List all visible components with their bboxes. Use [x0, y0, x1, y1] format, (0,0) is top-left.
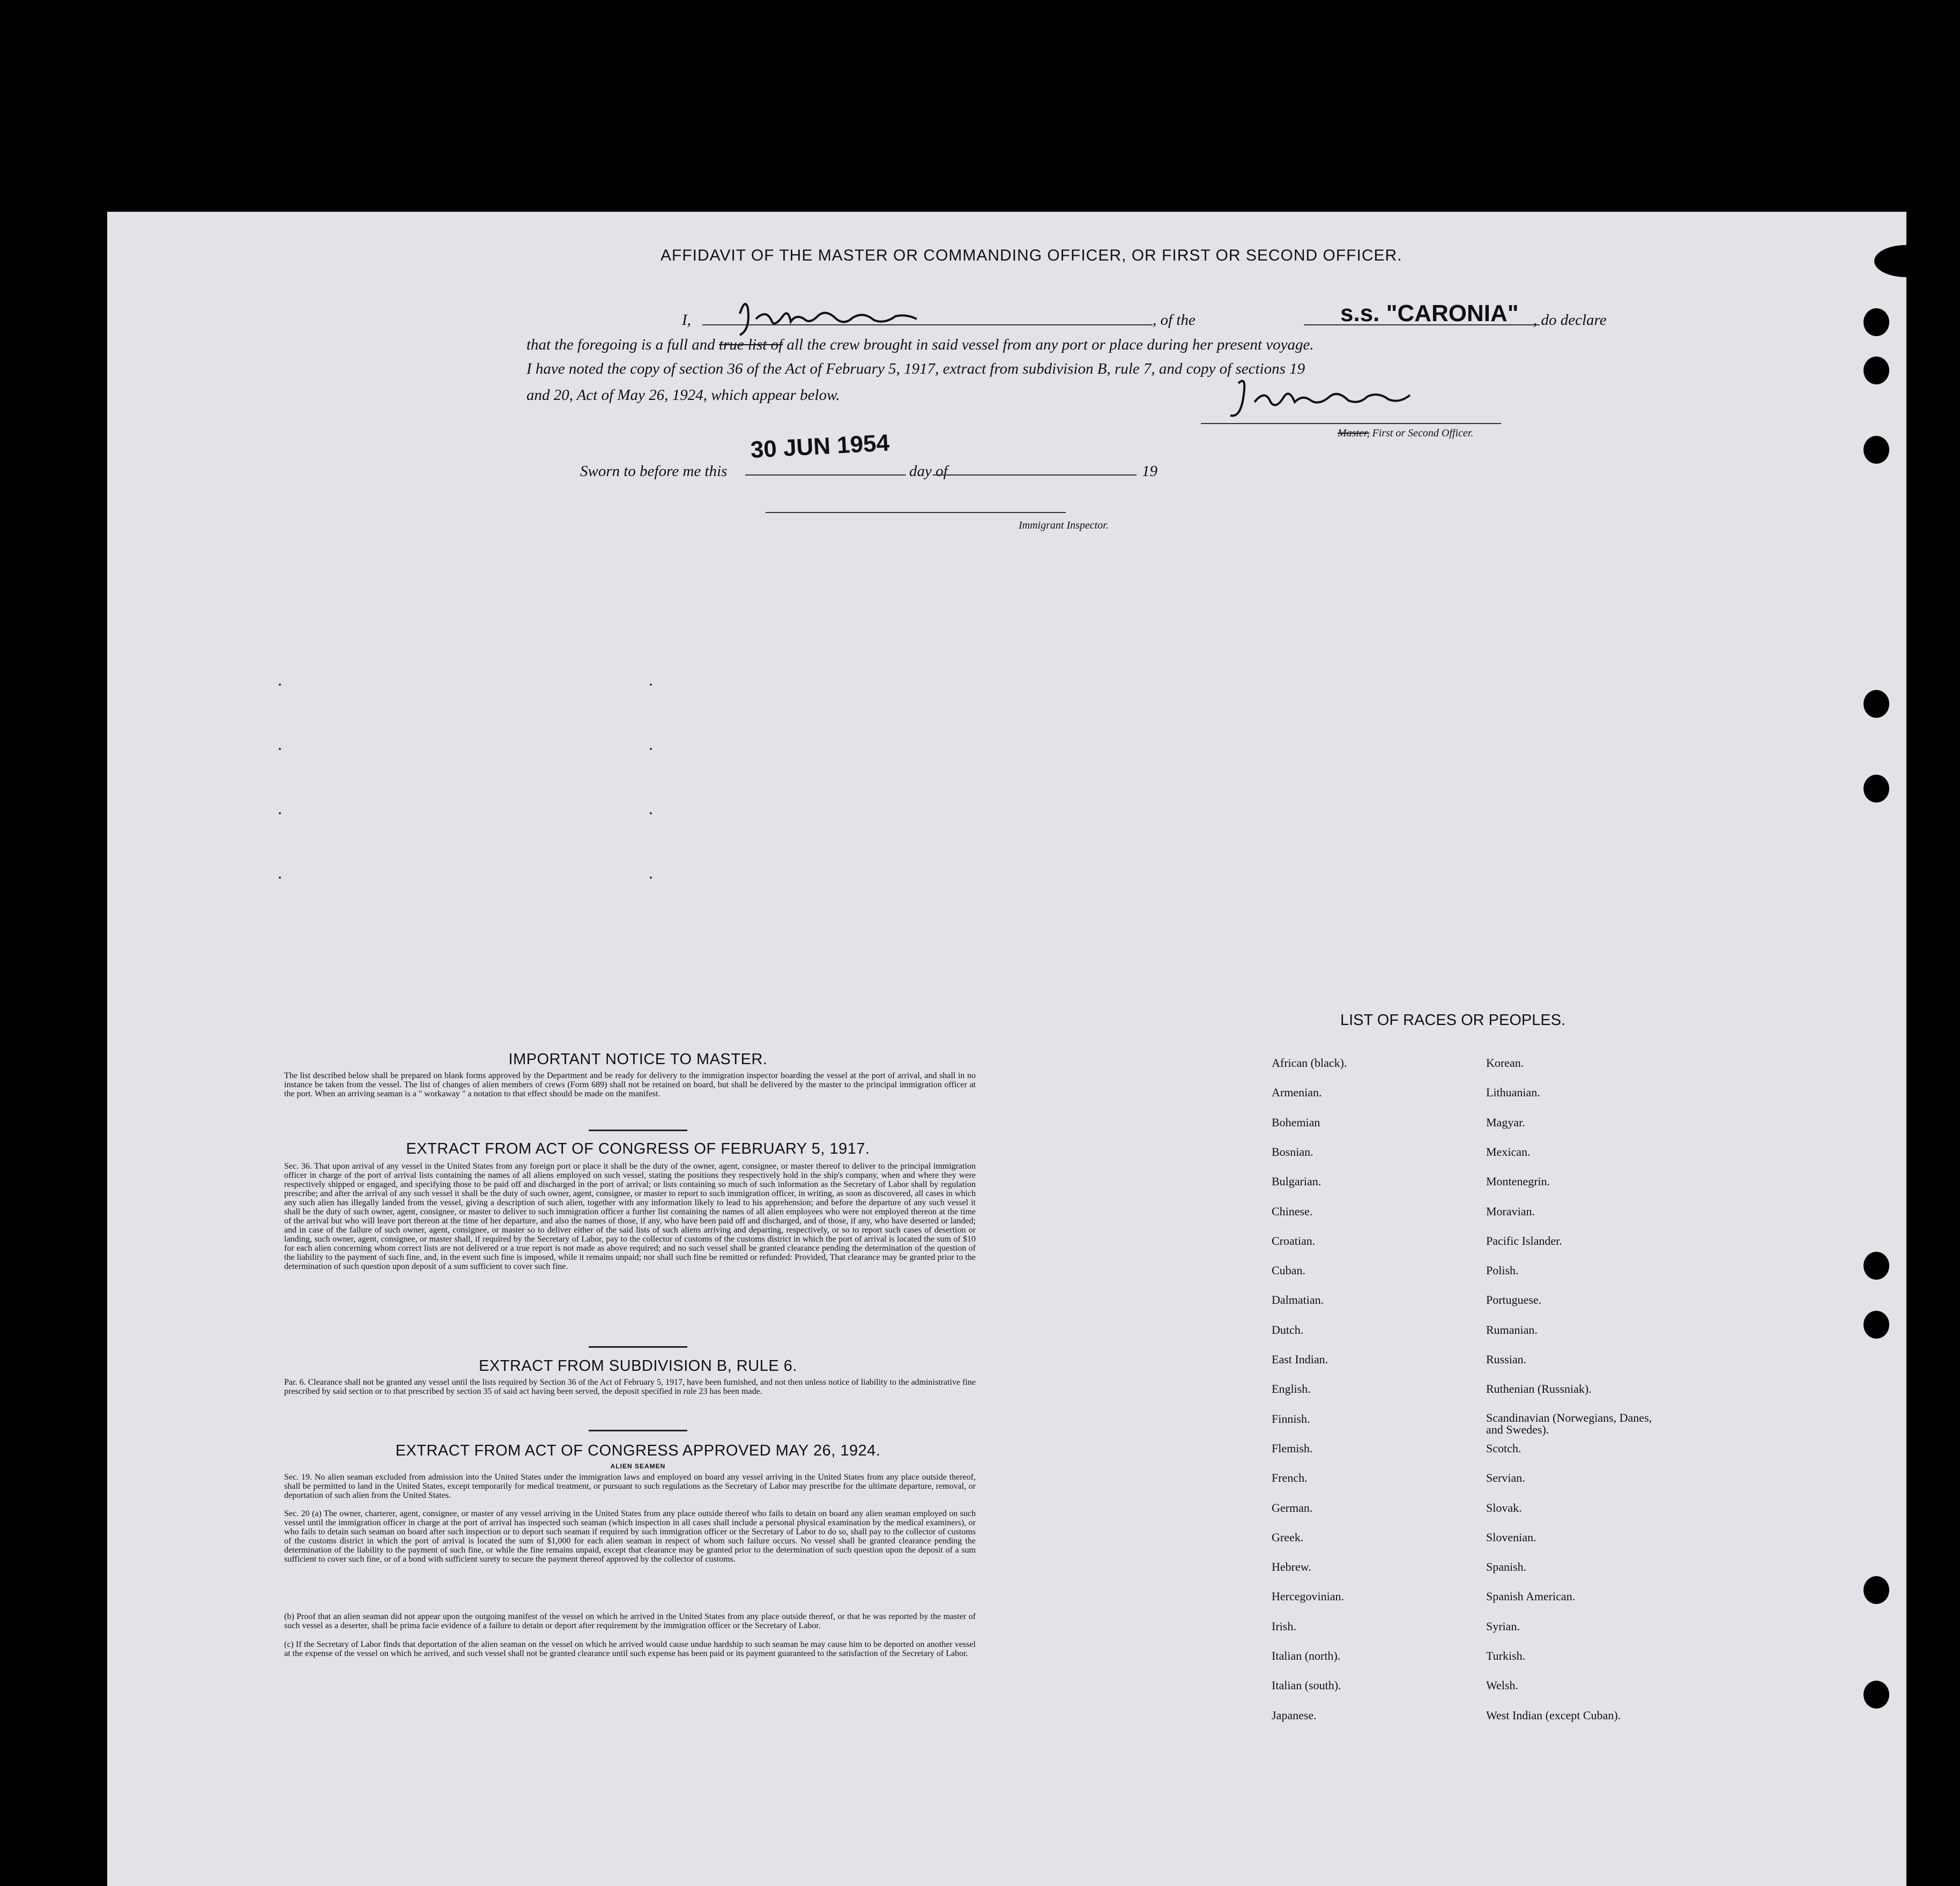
- punch-hole: [1864, 775, 1889, 803]
- races-title: LIST OF RACES OR PEOPLES.: [1340, 1012, 1566, 1029]
- officer-signature: [1222, 373, 1447, 421]
- struck-master: Master,: [1338, 427, 1370, 439]
- race-item: Lithuanian.: [1486, 1086, 1540, 1100]
- race-item: Spanish.: [1486, 1560, 1527, 1574]
- race-item: Montenegrin.: [1486, 1175, 1550, 1189]
- inspector-signature-line: [766, 512, 1066, 513]
- race-item: English.: [1272, 1382, 1311, 1396]
- notice-title: IMPORTANT NOTICE TO MASTER.: [508, 1051, 768, 1068]
- race-item: Bohemian: [1272, 1115, 1320, 1129]
- race-item: East Indian.: [1272, 1353, 1328, 1366]
- margin-dot: [279, 877, 281, 879]
- margin-dot: [650, 812, 652, 814]
- race-item: Armenian.: [1272, 1086, 1322, 1100]
- race-item: French.: [1272, 1471, 1308, 1485]
- race-item: African (black).: [1272, 1056, 1347, 1070]
- ship-blank: [1304, 324, 1540, 325]
- race-item: Portuguese.: [1486, 1293, 1542, 1307]
- race-item: Italian (north).: [1272, 1649, 1341, 1662]
- race-item: Greek.: [1272, 1530, 1304, 1544]
- margin-dot: [650, 748, 652, 750]
- do-declare-label: , do declare: [1533, 311, 1607, 329]
- punch-hole: [1864, 436, 1889, 464]
- section-divider: [589, 1346, 687, 1348]
- race-item: Dalmatian.: [1272, 1293, 1324, 1307]
- race-item: Bosnian.: [1272, 1145, 1313, 1159]
- punch-hole: [1864, 1681, 1889, 1709]
- race-item: Russian.: [1486, 1353, 1527, 1366]
- margin-dot: [279, 812, 281, 814]
- race-item: Welsh.: [1486, 1679, 1518, 1692]
- race-item: Croatian.: [1272, 1234, 1316, 1248]
- date-stamp: 30 JUN 1954: [749, 429, 890, 463]
- race-item: Finnish.: [1272, 1412, 1310, 1425]
- race-item: Spanish American.: [1486, 1590, 1576, 1603]
- race-item: Italian (south).: [1272, 1679, 1341, 1692]
- notice-text: The list described below shall be prepared on blank forms approved by the Department and be ready for delivery to the immigration inspector boarding the vessel at the port of arrival, and shall in no instance be taken from the vessel. The list of changes of alien members of crews (Form 689) shall not be retained on board, but shall be delivered by the master to the principal immigration officer at the port. When an arriving seaman is a " workaway " a notation to that effect should be made on the manifest.: [284, 1071, 976, 1098]
- extract-1924-sec20c: (c) If the Secretary of Labor finds that deportation of the alien seaman on the vessel on which he arrived would cause undue hardship to such seaman he may cause him to be deported on another vessel at the expense of the vessel on which he arrived, and such vessel shall not be granted clearance until such expense has been paid or its payment guaranteed to the satisfaction of the Secretary of Labor.: [284, 1640, 976, 1658]
- document-page: [107, 212, 1906, 1886]
- punch-hole: [1864, 308, 1889, 336]
- year-prefix: 19: [1142, 463, 1157, 480]
- of-the-label: , of the: [1153, 311, 1196, 329]
- race-item: Ruthenian (Russniak).: [1486, 1382, 1592, 1396]
- declaration-line-2: [526, 336, 1314, 354]
- extract-1917-text: Sec. 36. That upon arrival of any vessel in the United States from any foreign port or place it shall be the duty of the owner, agent, consignee, or master thereof to deliver to the principal immigration officer in charge of the port of arrival lists containing the names of all aliens employed on such vessel, stating the positions they respectively hold in the ship's company, when and where they were respectively shipped or engaged, and specifying those to be paid off and discharged in the port of arrival; or lists containing so much of such information as the Secretary of Labor shall by regulation prescribe; and after the arrival of any such vessel it shall be the duty of such owner, agent, consignee, or master to report to such immigration officer, in writing, as soon as discovered, all cases in which any such alien has illegally landed from the vessel, giving a description of such alien, together with any information likely to lead to his apprehension; and before the departure of any such vessel it shall be the duty of such owner, agent, consignee, or master to deliver to such immigration officer a further list containing the names of all alien employees who were not employed thereon at the time of the arrival but who will leave port thereon at the time of her departure, and also the names of those, if any, who have been paid off and discharged, and of those, if any, who have deserted or landed; and in case of the failure of such owner, agent, consignee, or master so to deliver either of the said lists of such aliens arriving and departing, respectively, or so to report such cases of desertion or landing, such owner, agent, consignee, or master shall, if required by the Secretary of Labor, pay to the collector of customs of the customs district in which the port of arrival is located the sum of $10 for each alien concerning whom correct lists are not delivered or a true report is not made as above required; and no such vessel shall be granted clearance pending the determination of the question of the liability to the payment of such fine, and, in the event such fine is imposed, while it remains unpaid; nor shall such fine be remitted or refunded: Provided, That clearance may be granted prior to the determination of such question upon deposit of a sum sufficient to cover such fine.: [284, 1162, 976, 1271]
- margin-dot: [650, 684, 652, 686]
- extract-1924-sec20a: Sec. 20 (a) The owner, charterer, agent, consignee, or master of any vessel arriving in the United States from any place outside thereof who fails to detain on board any alien seaman employed on such vessel until the immigration officer in charge at the port of arrival has inspected such seaman (which inspection in all cases shall include a personal physical examination by the medical examiners), or who fails to detain such seaman on board after such inspection or to deport such seaman if required by such immigration officer or the Secretary of Labor to do so, shall pay to the collector of customs of the customs district in which the port of arrival is located the sum of $1,000 for each alien seaman in respect of whom such failure occurs. No vessel shall be granted clearance pending the determination of the liability to the payment of such fine, or while the fine remains unpaid, except that clearance may be granted prior to the determination of such question upon the deposit of a sum sufficient to cover such fine, or of a bond with sufficient surety to secure the payment thereof approved by the collector of customs.: [284, 1509, 976, 1564]
- declaration-line-2b: all the crew brought in said vessel from any port or place during her present voyage.: [786, 336, 1314, 353]
- extract-rule6-title: EXTRACT FROM SUBDIVISION B, RULE 6.: [479, 1357, 797, 1375]
- race-item: Cuban.: [1272, 1264, 1305, 1278]
- race-item: Pacific Islander.: [1486, 1234, 1562, 1248]
- race-item: Rumanian.: [1486, 1323, 1538, 1336]
- race-item: Syrian.: [1486, 1619, 1520, 1633]
- punch-hole: [1864, 1576, 1889, 1604]
- extract-1924-sec20b: (b) Proof that an alien seaman did not appear upon the outgoing manifest of the vessel on which he arrived in the United States from any place outside thereof, or that he was reported by the master of such vessel as a deserter, shall be prima facie evidence of a failure to detain or deport after requirement by the immigration officer or the Secretary of Labor.: [284, 1612, 976, 1630]
- ship-name: s.s. "CARONIA": [1340, 300, 1519, 326]
- extract-1924-sec19: Sec. 19. No alien seaman excluded from admission into the United States under the immigration laws and employed on board any vessel arriving in the United States from any place outside thereof, shall be permitted to land in the United States, except temporarily for medical treatment, or pursuant to such regulations as the Secretary of Labor may prescribe for the ultimate departure, removal, or deportation of such alien from the United States.: [284, 1473, 976, 1500]
- officer-caption-text: First or Second Officer.: [1372, 427, 1474, 439]
- sworn-label: Sworn to before me this: [580, 463, 727, 480]
- section-divider: [589, 1430, 687, 1431]
- race-item: Flemish.: [1272, 1441, 1313, 1455]
- officer-signature-line: [1201, 423, 1501, 424]
- race-item: Hebrew.: [1272, 1560, 1311, 1574]
- race-item: Irish.: [1272, 1619, 1296, 1633]
- race-item: West Indian (except Cuban).: [1486, 1708, 1621, 1722]
- race-item: Turkish.: [1486, 1649, 1526, 1662]
- extract-rule6-text: Par. 6. Clearance shall not be granted any vessel until the lists required by Section 36 of the Act of February 5, 1917, have been furnished, and not then unless notice of liability to the administrative fine prescribed by said section or to that prescribed by section 35 of said act having been served, the deposit specified in rule 23 has been made.: [284, 1378, 976, 1396]
- margin-dot: [279, 684, 281, 686]
- race-item: Slovenian.: [1486, 1530, 1536, 1544]
- race-item: Chinese.: [1272, 1204, 1313, 1218]
- affidavit-title: AFFIDAVIT OF THE MASTER OR COMMANDING OFFICER, OR FIRST OR SECOND OFFICER.: [660, 247, 1402, 264]
- declaration-line-3: I have noted the copy of section 36 of the Act of February 5, 1917, extract from subdivision B, rule 7, and copy of sections 19: [526, 360, 1305, 377]
- officer-caption: [1338, 427, 1473, 440]
- race-item: Korean.: [1486, 1056, 1524, 1070]
- declaration-line-4: and 20, Act of May 26, 1924, which appear below.: [526, 387, 840, 404]
- race-item: Slovak.: [1486, 1501, 1522, 1514]
- race-item: Hercegovinian.: [1272, 1590, 1344, 1603]
- section-divider: [589, 1130, 687, 1131]
- day-of-label: day of: [909, 463, 948, 480]
- punch-hole: [1864, 690, 1889, 718]
- extract-1924-title: EXTRACT FROM ACT OF CONGRESS APPROVED MAY 26, 1924.: [395, 1442, 881, 1459]
- master-signature: [729, 292, 954, 340]
- inspector-caption: Immigrant Inspector.: [1019, 519, 1109, 531]
- i-label: I,: [682, 311, 691, 329]
- race-item: German.: [1272, 1501, 1313, 1514]
- race-item: Japanese.: [1272, 1708, 1317, 1722]
- race-item: Scotch.: [1486, 1441, 1521, 1455]
- race-item: Servian.: [1486, 1471, 1525, 1485]
- race-item: Moravian.: [1486, 1204, 1535, 1218]
- punch-hole: [1864, 1252, 1889, 1280]
- sworn-day-blank: [745, 474, 906, 476]
- race-item: Polish.: [1486, 1264, 1519, 1278]
- race-item: Dutch.: [1272, 1323, 1304, 1336]
- alien-seamen-subtitle: ALIEN SEAMEN: [610, 1462, 666, 1470]
- month-blank: [933, 474, 1137, 476]
- punch-hole: [1874, 245, 1939, 277]
- race-item: Bulgarian.: [1272, 1175, 1321, 1189]
- struck-text: true list of: [719, 336, 783, 353]
- declaration-line-2a: that the foregoing is a full and: [526, 336, 715, 353]
- punch-hole: [1864, 357, 1889, 384]
- race-item: Mexican.: [1486, 1145, 1531, 1159]
- race-item: Magyar.: [1486, 1115, 1525, 1129]
- extract-1917-title: EXTRACT FROM ACT OF CONGRESS OF FEBRUARY 5, 1917.: [406, 1140, 870, 1157]
- margin-dot: [650, 877, 652, 879]
- punch-hole: [1864, 1311, 1889, 1339]
- race-item: Scandinavian (Norwegians, Danes, and Swedes).: [1486, 1410, 1652, 1436]
- margin-dot: [279, 748, 281, 750]
